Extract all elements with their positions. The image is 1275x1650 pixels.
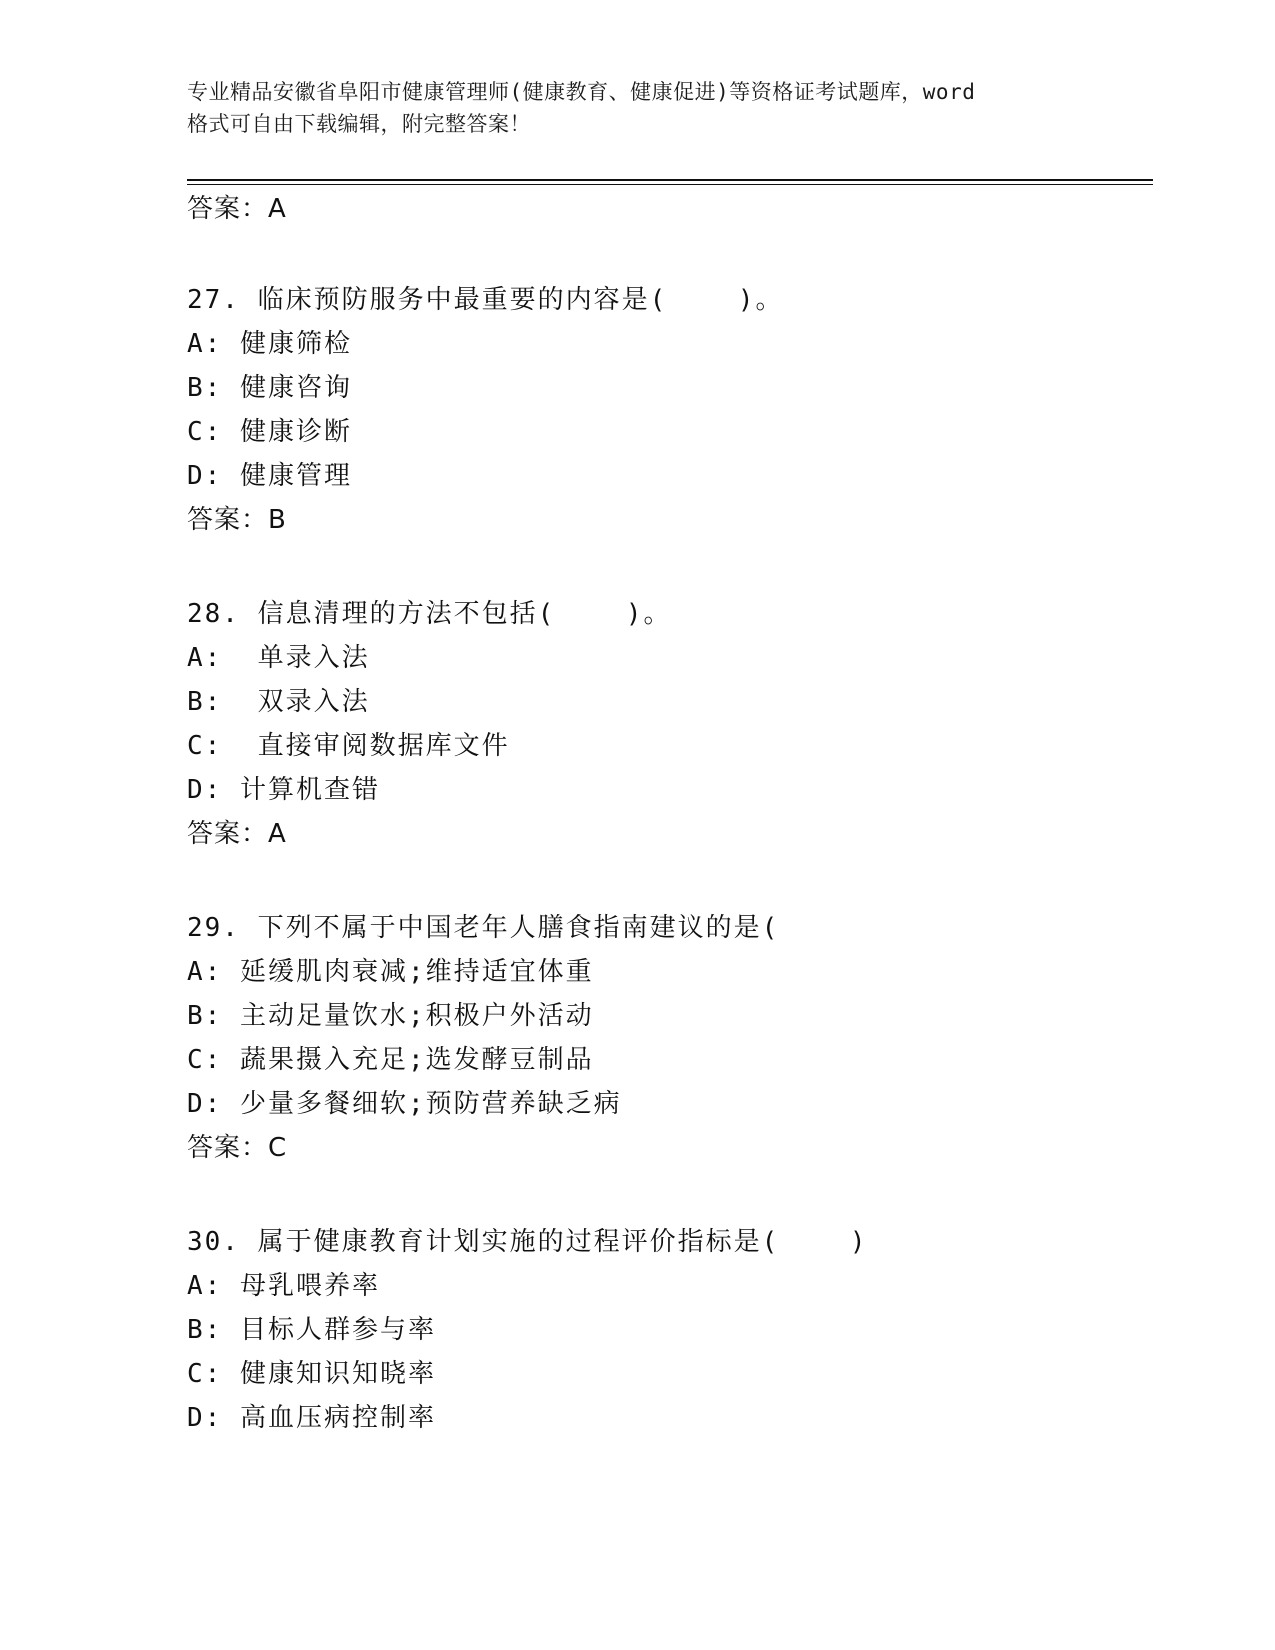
question-30-option-c: C: 健康知识知晓率	[187, 1359, 436, 1389]
question-30-stem: 30. 属于健康教育计划实施的过程评价指标是( )	[187, 1227, 868, 1257]
answer-q27: 答案：B	[187, 505, 287, 535]
question-29-option-c: C: 蔬果摄入充足;选发酵豆制品	[187, 1045, 594, 1075]
page-header	[187, 76, 1087, 140]
question-28-option-b: B: 双录入法	[187, 687, 370, 717]
question-27-option-d: D: 健康管理	[187, 461, 352, 491]
question-29-option-a: A: 延缓肌肉衰减;维持适宜体重	[187, 957, 594, 987]
question-30-option-b: B: 目标人群参与率	[187, 1315, 436, 1345]
header-line-1: 专业精品安徽省阜阳市健康管理师(健康教育、健康促进)等资格证考试题库，word	[187, 80, 976, 104]
question-30-option-a: A: 母乳喂养率	[187, 1271, 380, 1301]
question-29-stem: 29. 下列不属于中国老年人膳食指南建议的是(	[187, 913, 780, 943]
question-28-option-c: C: 直接审阅数据库文件	[187, 731, 510, 761]
answer-q26: 答案：A	[187, 194, 287, 224]
question-27-option-a: A: 健康筛检	[187, 329, 352, 359]
question-27-option-c: C: 健康诊断	[187, 417, 352, 447]
question-29-option-d: D: 少量多餐细软;预防营养缺乏病	[187, 1089, 622, 1119]
question-30-option-d: D: 高血压病控制率	[187, 1403, 436, 1433]
header-divider-thick	[187, 179, 1153, 181]
answer-q29: 答案：C	[187, 1133, 288, 1163]
header-divider-thin	[187, 184, 1153, 185]
answer-q28: 答案：A	[187, 819, 287, 849]
question-28-option-d: D: 计算机查错	[187, 775, 380, 805]
header-line-2: 格式可自由下载编辑，附完整答案！	[187, 112, 531, 136]
question-28-option-a: A: 单录入法	[187, 643, 370, 673]
question-27-stem: 27. 临床预防服务中最重要的内容是( )。	[187, 285, 784, 315]
question-29-option-b: B: 主动足量饮水;积极户外活动	[187, 1001, 594, 1031]
question-28-stem: 28. 信息清理的方法不包括( )。	[187, 599, 672, 629]
question-27-option-b: B: 健康咨询	[187, 373, 352, 403]
